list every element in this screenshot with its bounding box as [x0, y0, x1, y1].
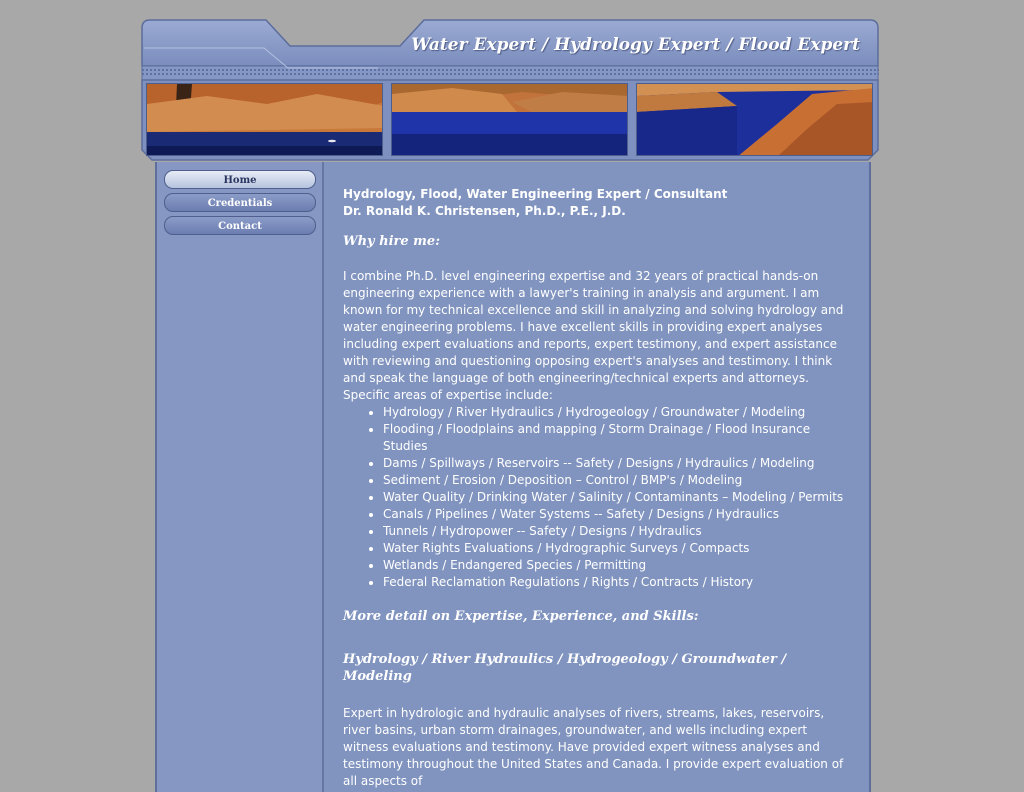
- nav-contact-button[interactable]: Contact: [164, 216, 316, 235]
- hydrology-paragraph: Expert in hydrologic and hydraulic analyses of rivers, streams, lakes, reservoirs, river basins, urban storm drainages, groundwater, and wells including expert witness evaluations and testimony. Have provided expert witness analyses and testimony throughout the United States and Canada. I provide expert evaluation of all aspects of: [343, 706, 844, 788]
- list-item: • Dams / Spillways / Reservoirs -- Safety / Designs / Hydraulics / Modeling: [383, 455, 848, 472]
- page-heading-line1: Hydrology, Flood, Water Engineering Expert / Consultant: [343, 187, 728, 201]
- list-item: • Hydrology / River Hydraulics / Hydrogeology / Groundwater / Modeling: [383, 404, 848, 421]
- list-item: • Canals / Pipelines / Water Systems -- Safety / Designs / Hydraulics: [383, 506, 848, 523]
- site-title: Water Expert / Hydrology Expert / Flood Expert: [411, 35, 860, 55]
- why-hire-heading: Why hire me:: [343, 234, 440, 249]
- more-detail-heading: More detail on Expertise, Experience, and Skills:: [343, 609, 699, 624]
- site-header: [138, 18, 882, 158]
- main-frame: [155, 162, 871, 792]
- list-item: • Wetlands / Endangered Species / Permitting: [383, 557, 848, 574]
- main-content: [343, 186, 848, 790]
- nav-credentials-button[interactable]: Credentials: [164, 193, 316, 212]
- nav-home-button[interactable]: Home: [164, 170, 316, 189]
- site-container: [138, 18, 882, 788]
- page-heading-line2: Dr. Ronald K. Christensen, Ph.D., P.E., J.D.: [343, 204, 626, 218]
- hydrology-subheading: Hydrology / River Hydraulics / Hydrogeology / Groundwater / Modeling: [343, 652, 787, 684]
- lake-photo-3: [636, 83, 873, 156]
- header-photo-strip: [146, 83, 874, 157]
- list-item: • Water Rights Evaluations / Hydrographic Surveys / Compacts: [383, 540, 848, 557]
- list-item: • Flooding / Floodplains and mapping / Storm Drainage / Flood Insurance Studies: [383, 421, 848, 455]
- header-dot-strip: [141, 68, 879, 76]
- why-hire-paragraph: I combine Ph.D. level engineering expertise and 32 years of practical hands-on engineering experience with a lawyer's training in analysis and argument. I am known for my technical excellence and skill in analyzing and solving hydrology and water engineering problems. I have excellent skills in providing expert analyses including expert evaluations and reports, expert testimony, and expert assistance with reviewing and questioning opposing expert's analyses and testimony. I think and speak the language of both engineering/technical experts and attorneys.: [343, 269, 844, 385]
- main-nav: [164, 170, 316, 239]
- list-item: • Tunnels / Hydropower -- Safety / Designs / Hydraulics: [383, 523, 848, 540]
- list-item: • Federal Reclamation Regulations / Rights / Contracts / History: [383, 574, 848, 591]
- sidebar: [157, 162, 324, 792]
- expertise-list: [343, 404, 848, 591]
- list-item: • Water Quality / Drinking Water / Salinity / Contaminants – Modeling / Permits: [383, 489, 848, 506]
- lake-photo-1: [146, 83, 383, 156]
- areas-intro: Specific areas of expertise include:: [343, 388, 553, 402]
- list-item: • Sediment / Erosion / Deposition – Control / BMP's / Modeling: [383, 472, 848, 489]
- lake-photo-2: [391, 83, 628, 156]
